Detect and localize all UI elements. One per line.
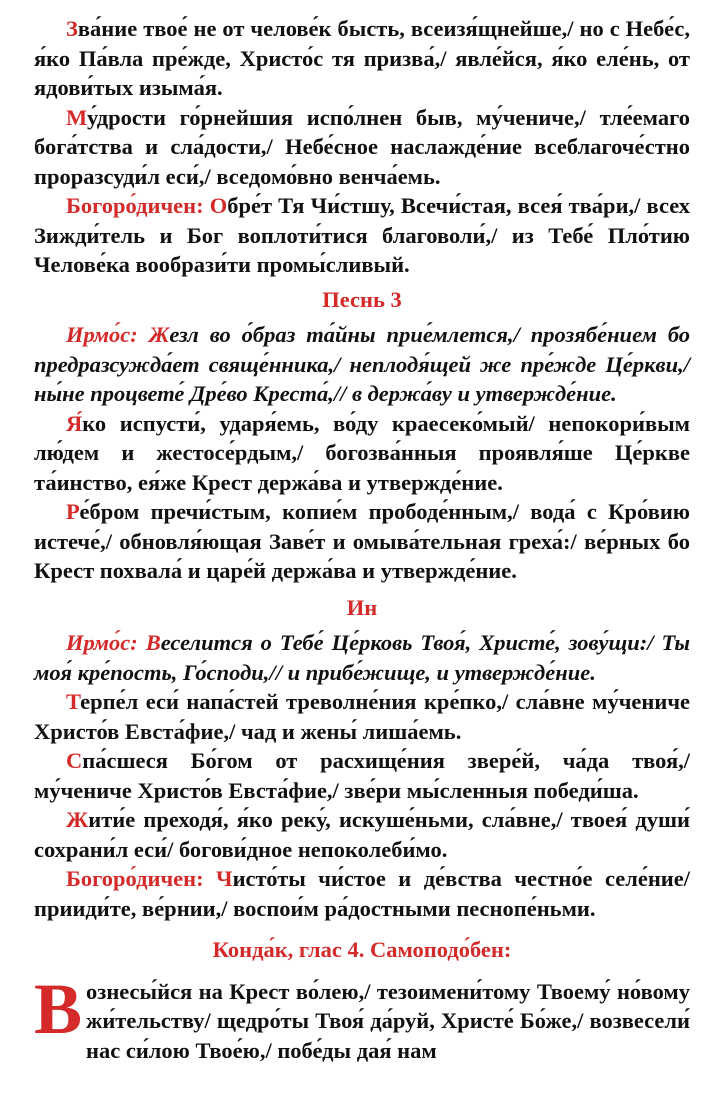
- paragraph-5: [34, 687, 690, 746]
- paragraph-text: ити́е преходя́, я́ко реку́, искуше́ньми, сла́вне,/ твоея́ души́ сохрани́л еси́/ богови́дное непоколеби́мо.: [34, 807, 690, 862]
- paragraph-theotokion-1: [34, 191, 690, 280]
- paragraph-text: ва́ние твое́ не от челове́к бысть, всеизя́щнейше,/ но с Небе́с, я́ко Па́вла пре́жде, Христо́с тя призва́,/ явле́йся, я́ко еле́нь, от ядови́тых изыма́я.: [34, 16, 690, 100]
- paragraph-text: е́бром пречи́стым, копие́м прободе́нным,/ вода́ с Кро́вию истече́,/ обновля́ющая Заве́т и омыва́тельная греха́:/ ве́рных бо Крест похвала́ и царе́й держа́ва и утвержде́ние.: [34, 499, 690, 583]
- paragraph-text: у́дрости го́рнейшия испо́лнен быв, му́чениче,/ тле́емаго бога́тства и сла́дости,/ Небе́сное наслажде́ние всеблагоче́стно проразсуди́л еси́,/ вседомо́вно венча́емь.: [34, 104, 690, 189]
- irmos-label: Ирмо́с:: [66, 630, 146, 655]
- irmos-2: [34, 628, 690, 687]
- drop-cap: В: [34, 968, 83, 1049]
- theotokion-label: Богоро́дичен:: [66, 193, 210, 218]
- heading-song-3: Песнь 3: [322, 286, 402, 312]
- initial-letter: З: [66, 16, 78, 41]
- paragraph-text: исто́ты чи́стое и де́вства честно́е селе́ние/ прииди́те, ве́рнии,/ воспои́м ра́достными песнопе́ньми.: [34, 866, 690, 921]
- initial-letter: Я: [66, 410, 83, 436]
- initial-letter: М: [66, 104, 87, 130]
- initial-letter: Т: [66, 689, 81, 714]
- irmos-text: еселится о Тебе́ Це́рковь Твоя́, Христе́, зову́щи:/ Ты моя́ кре́пость, Го́споди,// и прибе́жище, и утвержде́ние.: [34, 630, 690, 685]
- initial-letter: Р: [66, 499, 80, 524]
- initial-letter: Ж: [66, 807, 89, 832]
- paragraph-4: [34, 497, 690, 586]
- paragraph-theotokion-2: [34, 864, 690, 923]
- paragraph-2: [34, 103, 690, 192]
- paragraph-text: бре́т Тя Чи́стшу, Всечи́стая, всея́ тва́ри,/ всех Зижди́тель и Бог воплоти́тися благоволи́,/ из Тебе́ Пло́тию Челове́ка вообрази́ти промы́сливый.: [34, 193, 690, 277]
- irmos-1: [34, 320, 690, 409]
- initial-letter: О: [209, 193, 228, 218]
- kondak-text: [34, 968, 690, 1066]
- paragraph-1: [34, 14, 690, 103]
- paragraph-6: [34, 746, 690, 805]
- heading-in: Ин: [346, 594, 378, 620]
- initial-letter: Ч: [216, 866, 233, 891]
- heading-kondak: Конда́к, глас 4. Самоподо́бен:: [212, 937, 512, 962]
- irmos-text: езл во о́браз та́йны прие́млется,/ прозябе́нием бо предразсужда́ет свяще́нника,/ неплодя́щей же пре́жде Це́ркви,/ ны́не процвете́ Дре́во Креста́,// в держа́ву и утвержде́ние.: [34, 322, 690, 406]
- kondak-body: ознесы́йся на Крест во́лею,/ тезоимени́тому Твоему́ но́вому жи́тельству/ щедро́ты Твоя́ да́руй, Христе́ Бо́же,/ возвесели́ нас си́лою Твое́ю,/ побе́ды дая́ нам: [86, 978, 690, 1063]
- paragraph-text: ́ко испусти́, ударя́емь, во́ду краесеко́мый/ непокори́вым лю́дем и жестосе́рдым,/ богозва́нныя проявля́ше Це́ркве та́инство, ея́же Крест держа́ва и утвержде́ние.: [34, 410, 690, 495]
- paragraph-3: [34, 409, 690, 498]
- initial-letter: С: [66, 748, 83, 773]
- irmos-label: Ирмо́с:: [66, 322, 149, 347]
- paragraph-text: па́сшеся Бо́гом от расхище́ния звере́й, ча́да твоя́,/ му́чениче Христо́в Евста́фие,/ зве́ри мы́сленныя победи́ша.: [34, 748, 690, 803]
- initial-letter: Ж: [148, 322, 170, 347]
- paragraph-text: ерпе́л еси́ напа́стей треволне́ния кре́пко,/ сла́вне му́чениче Христо́в Евста́фие,/ чад и жены́ лиша́емь.: [34, 689, 690, 744]
- initial-letter: В: [145, 630, 161, 655]
- theotokion-label: Богоро́дичен:: [66, 866, 217, 891]
- paragraph-7: [34, 805, 690, 864]
